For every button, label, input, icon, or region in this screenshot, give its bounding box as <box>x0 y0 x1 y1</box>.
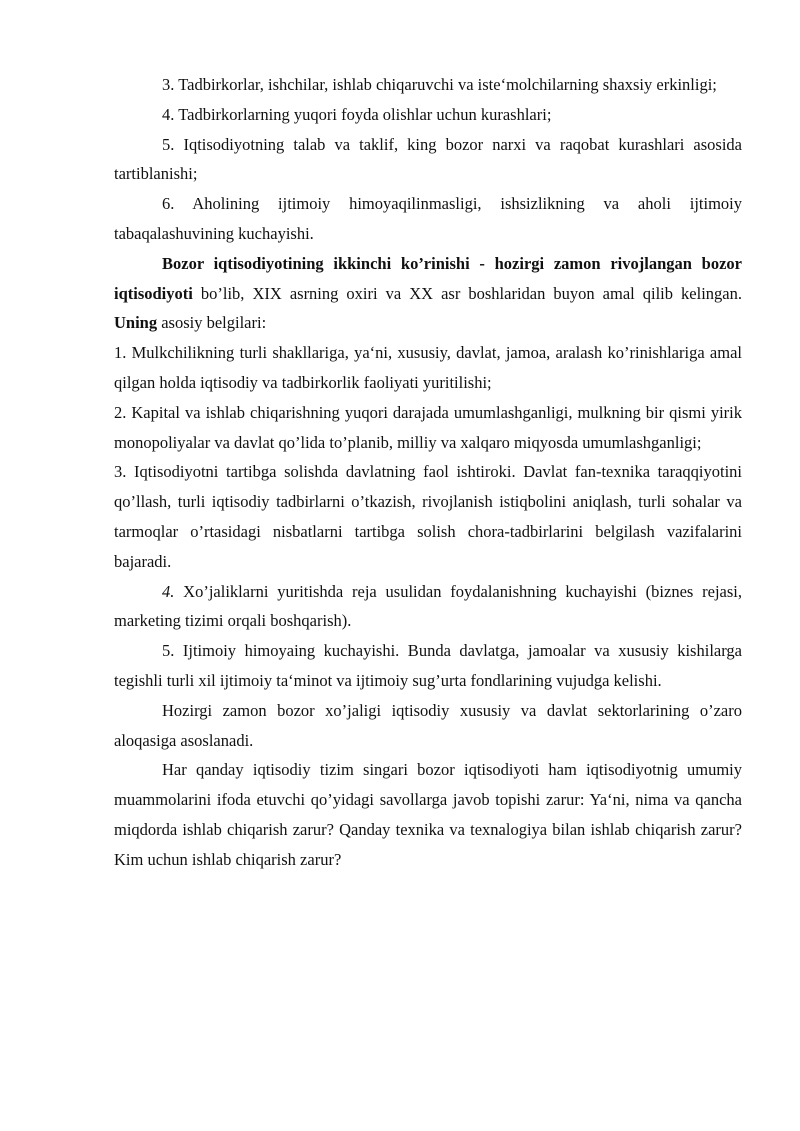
paragraph-feature-6: 6. Aholining ijtimoiy himoyaqilinmasligi, ishsizlikning va aholi ijtimoiy tabaqalashuvining kuchayishi. <box>114 194 742 243</box>
italic-number: 4. <box>162 581 175 601</box>
paragraph-sign-1: 1. Mulkchilikning turli shakllariga, ya‘ni, xususiy, davlat, jamoa, aralash ko’rinishlariga amal qilgan holda iqtisodiy va tadbirkorlik faoliyati yuritilishi; <box>114 343 742 392</box>
sign-4-text: Xo’jaliklarni yuritishda reja usulidan foydalanishning kuchayishi (biznes rejasi, marketing tizimi orqali boshqarish). <box>114 581 742 631</box>
paragraph-sign-2: 2. Kapital va ishlab chiqarishning yuqori darajada umumlashganligi, mulkning bir qismi yirik monopoliyalar va davlat qo’lida to’planib, milliy va xalqaro miqyosda umumlashganligi; <box>114 402 742 452</box>
intro-text-b: asosiy belgilari: <box>157 313 267 333</box>
paragraph-second-form-intro <box>114 249 742 338</box>
paragraph-feature-3: 3. Tadbirkorlar, ishchilar, ishlab chiqaruvchi va iste‘molchilarning shaxsiy erkinligi; <box>162 75 717 94</box>
paragraph-sign-4 <box>114 577 742 637</box>
paragraph-sign-3: 3. Iqtisodiyotni tartibga solishda davlatning faol ishtiroki. Davlat fan-texnika taraqqiyotini qo’llash, turli iqtisodiy tadbirlarni o’tkazish, rivojlanish istiqbolini aniqlash, turli sohalar va tarmoqlar o’rtasidagi nisbatlarni tartibga solish chora-tadbirlarini belgilash vazifalarini bajaradi. <box>114 462 742 571</box>
paragraph-feature-5: 5. Iqtisodiyotning talab va taklif, king bozor narxi va raqobat kurashlari asosida tartiblanishi; <box>114 134 742 184</box>
intro-text-a: bo’lib, XIX asrning oxiri va XX asr boshlaridan buyon amal qilib kelingan. <box>192 283 742 303</box>
paragraph-feature-4: 4. Tadbirkorlarning yuqori foyda olishlar uchun kurashlari; <box>162 104 552 124</box>
paragraph-sign-5: 5. Ijtimoiy himoyaing kuchayishi. Bunda davlatga, jamoalar va xususiy kishilarga tegishli turli xil ijtimoiy ta‘minot va ijtimoiy sug’urta fondlarining vujudga kelishi. <box>114 641 742 690</box>
paragraph-modern-economy: Hozirgi zamon bozor xo’jaligi iqtisodiy xususiy va davlat sektorlarining o’zaro aloqasiga asoslanadi. <box>114 700 742 750</box>
paragraph-economic-questions: Har qanday iqtisodiy tizim singari bozor iqtisodiyoti ham iqtisodiyotnig umumiy muammolarini ifoda etuvchi qo’yidagi savollarga javob topishi zarur: Ya‘ni, nima va qancha miqdorda ishlab chiqarish zarur? Qanday texnika va texnalogiya bilan ishlab chiqarish zarur? Kim uchun ishlab chiqarish zarur? <box>114 760 742 869</box>
document-page <box>114 70 742 875</box>
bold-lead-phrase: Bozor iqtisodiyotining ikkinchi ko’rinishi - hozirgi zamon rivojlangan bozor iqtisodiyoti <box>114 253 742 303</box>
bold-uning: Uning <box>114 313 158 333</box>
